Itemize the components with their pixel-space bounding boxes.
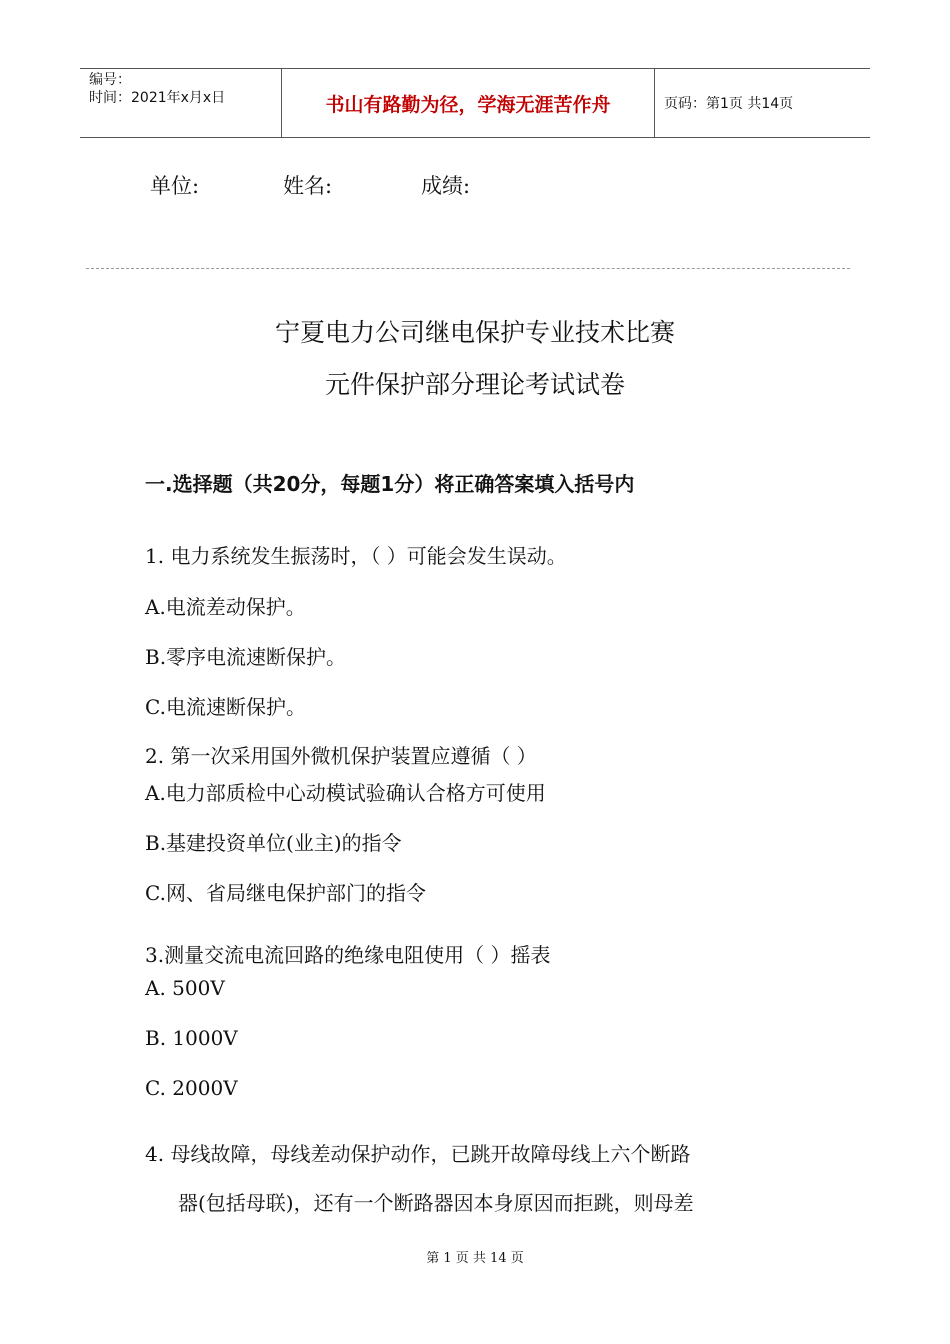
- question-4-stem-line1: 4. 母线故障，母线差动保护动作，已跳开故障母线上六个断路: [145, 1142, 691, 1166]
- question-3-option-a: A. 500V: [145, 976, 225, 1000]
- question-1-option-a: A.电流差动保护。: [145, 595, 306, 619]
- question-1-option-b: B.零序电流速断保护。: [145, 645, 347, 669]
- header-number-label: 编号：: [89, 72, 131, 88]
- page-header: [80, 68, 870, 138]
- question-3-stem: 3.测量交流电流回路的绝缘电阻使用（ ）摇表: [145, 943, 551, 967]
- question-1-stem: 1. 电力系统发生振荡时，（ ）可能会发生误动。: [145, 544, 567, 568]
- question-2-stem: 2. 第一次采用国外微机保护装置应遵循（ ）: [145, 744, 537, 768]
- header-page-info: 页码：第1页 共14页: [664, 96, 794, 112]
- header-time-label: 时间：2021年x月x日: [89, 90, 226, 106]
- exam-title-line1: 宁夏电力公司继电保护专业技术比赛: [274, 318, 675, 347]
- header-left-cell: [80, 69, 281, 137]
- field-name: 姓名:: [283, 174, 333, 198]
- question-4-stem-line2: 器(包括母联)，还有一个断路器因本身原因而拒跳，则母差: [178, 1191, 694, 1215]
- info-fields: [150, 170, 470, 200]
- dashed-divider: [86, 268, 850, 269]
- field-unit: 单位:: [150, 174, 200, 198]
- page-footer: 第 1 页 共 14 页: [426, 1251, 524, 1266]
- question-3-option-c: C. 2000V: [145, 1076, 238, 1100]
- question-2-option-b: B.基建投资单位(业主)的指令: [145, 831, 402, 855]
- section-heading: 一.选择题（共20分，每题1分）将正确答案填入括号内: [145, 472, 635, 496]
- question-2-option-a: A.电力部质检中心动模试验确认合格方可使用: [145, 781, 546, 805]
- question-2-option-c: C.网、省局继电保护部门的指令: [145, 881, 426, 905]
- field-score: 成绩:: [421, 174, 471, 198]
- question-3-option-b: B. 1000V: [145, 1026, 238, 1050]
- header-motto: 书山有路勤为径，学海无涯苦作舟: [281, 69, 655, 137]
- question-1-option-c: C.电流速断保护。: [145, 695, 306, 719]
- exam-title-line2: 元件保护部分理论考试试卷: [324, 370, 625, 399]
